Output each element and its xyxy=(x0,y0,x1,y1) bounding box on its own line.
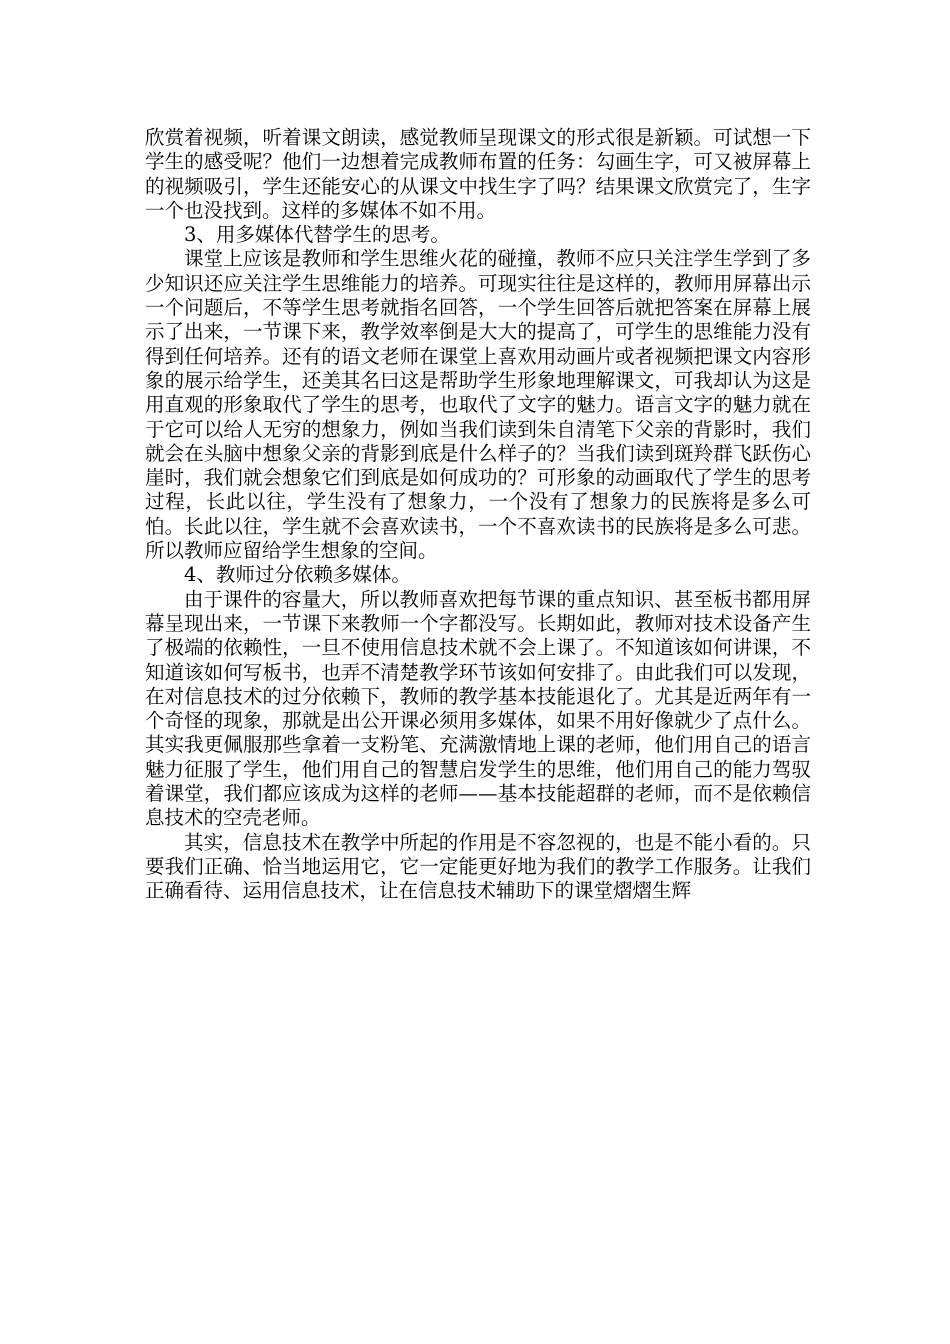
document-body xyxy=(145,126,811,904)
heading-point-4: 4、教师过分依赖多媒体。 xyxy=(184,563,411,587)
paragraph-continuation: 欣赏着视频，听着课文朗读，感觉教师呈现课文的形式很是新颖。可试想一下学生的感受呢？他们一边想着完成教师布置的任务：勾画生字，可又被屏幕上的视频吸引，学生还能安心的从课文中找生字了吗？结果课文欣赏完了，生字一个也没找到。这样的多媒体不如不用。 xyxy=(145,126,811,222)
paragraph-point-3-body: 课堂上应该是教师和学生思维火花的碰撞，教师不应只关注学生学到了多少知识还应关注学生思维能力的培养。可现实往往是这样的，教师用屏幕出示一个问题后，不等学生思考就指名回答，一个学生回答后就把答案在屏幕上展示了出来，一节课下来，教学效率倒是大大的提高了，可学生的思维能力没有得到任何培养。还有的语文老师在课堂上喜欢用动画片或者视频把课文内容形象的展示给学生，还美其名曰这是帮助学生形象地理解课文，可我却认为这是用直观的形象取代了学生的思考，也取代了文字的魅力。语言文字的魅力就在于它可以给人无穷的想象力，例如当我们读到朱自清笔下父亲的背影时，我们就会在头脑中想象父亲的背影到底是什么样子的？当我们读到斑羚群飞跃伤心崖时，我们就会想象它们到底是如何成功的？可形象的动画取代了学生的思考过程，长此以往，学生没有了想象力，一个没有了想象力的民族将是多么可怕。长此以往，学生就不会喜欢读书，一个不喜欢读书的民族将是多么可悲。所以教师应留给学生想象的空间。 xyxy=(145,247,811,563)
heading-point-3: 3、用多媒体代替学生的思考。 xyxy=(184,223,450,247)
paragraph-conclusion: 其实，信息技术在教学中所起的作用是不容忽视的，也是不能小看的。只要我们正确、恰当地运用它，它一定能更好地为我们的教学工作服务。让我们正确看待、运用信息技术，让在信息技术辅助下的课堂熠熠生辉 xyxy=(145,830,811,903)
paragraph-point-4-body: 由于课件的容量大，所以教师喜欢把每节课的重点知识、甚至板书都用屏幕呈现出来，一节课下来教师一个字都没写。长期如此，教师对技术设备产生了极端的依赖性，一旦不使用信息技术就不会上课了。不知道该如何讲课，不知道该如何写板书，也弄不清楚教学环节该如何安排了。由此我们可以发现，在对信息技术的过分依赖下，教师的教学基本技能退化了。尤其是近两年有一个奇怪的现象，那就是出公开课必须用多媒体，如果不用好像就少了点什么。其实我更佩服那些拿着一支粉笔、充满激情地上课的老师，他们用自己的语言魅力征服了学生，他们用自己的智慧启发学生的思维，他们用自己的能力驾驭着课堂，我们都应该成为这样的老师——基本技能超群的老师，而不是依赖信息技术的空壳老师。 xyxy=(145,587,811,830)
